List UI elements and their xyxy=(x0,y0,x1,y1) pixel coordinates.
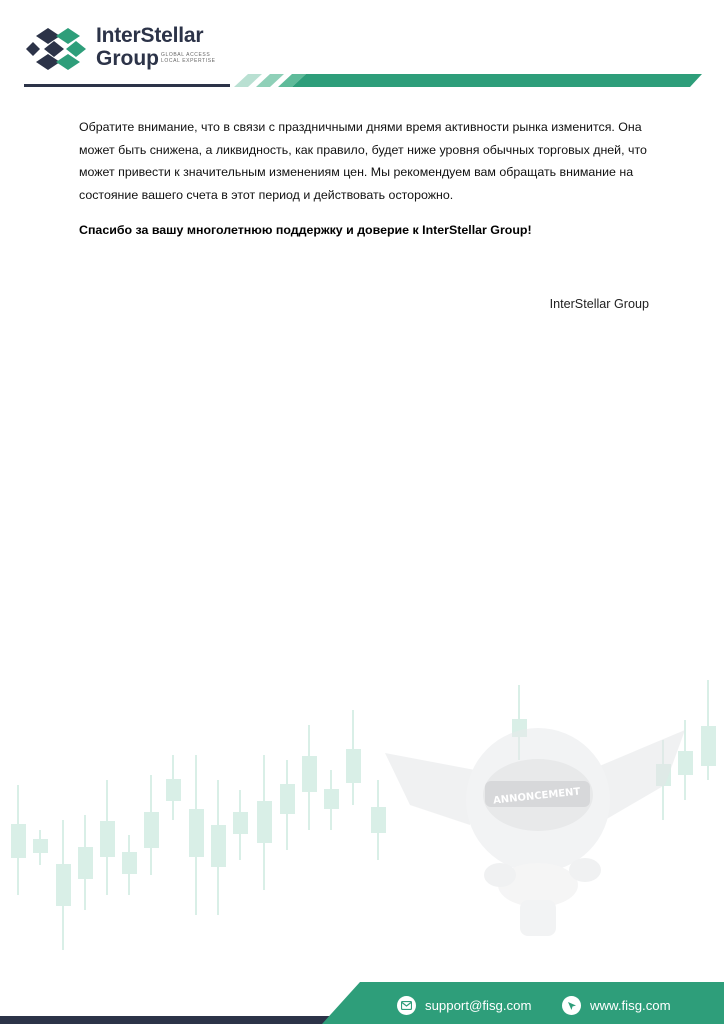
robot-announcement-illustration xyxy=(380,725,690,940)
footer-email[interactable] xyxy=(397,996,531,1015)
mail-icon xyxy=(397,996,416,1015)
company-logo xyxy=(26,24,226,74)
brand-tagline xyxy=(161,52,216,64)
notice-paragraph: Обратите внимание, что в связи с праздничными днями время активности рынка изменится. Она может быть снижена, а ликвидность, как правило, будет ниже уровня обычных торговых дней, что может привести к значительным изменениям цен. Мы рекомендуем вам обращать внимание на состояние вашего счета в этот период и действовать осторожно. xyxy=(79,120,647,202)
brand-name: InterStellar xyxy=(96,24,204,47)
header-divider xyxy=(0,72,724,90)
website-text[interactable]: www.fisg.com xyxy=(590,998,671,1013)
letter-body xyxy=(79,116,649,240)
signature: InterStellar Group xyxy=(549,297,649,311)
tagline-line-1: GLOBAL ACCESS xyxy=(161,52,211,58)
footer-website[interactable] xyxy=(562,996,671,1015)
logo-mark-icon xyxy=(26,28,92,70)
announcement-badge: ANNONCEMENT xyxy=(492,786,581,807)
brand-group: Group xyxy=(96,47,159,70)
tagline-line-2: LOCAL EXPERTISE xyxy=(161,58,216,64)
email-text[interactable]: support@fisg.com xyxy=(425,998,532,1013)
thanks-line: Спасибо за вашу многолетнюю поддержку и доверие к InterStellar Group! xyxy=(79,223,532,238)
cursor-icon xyxy=(562,996,581,1015)
